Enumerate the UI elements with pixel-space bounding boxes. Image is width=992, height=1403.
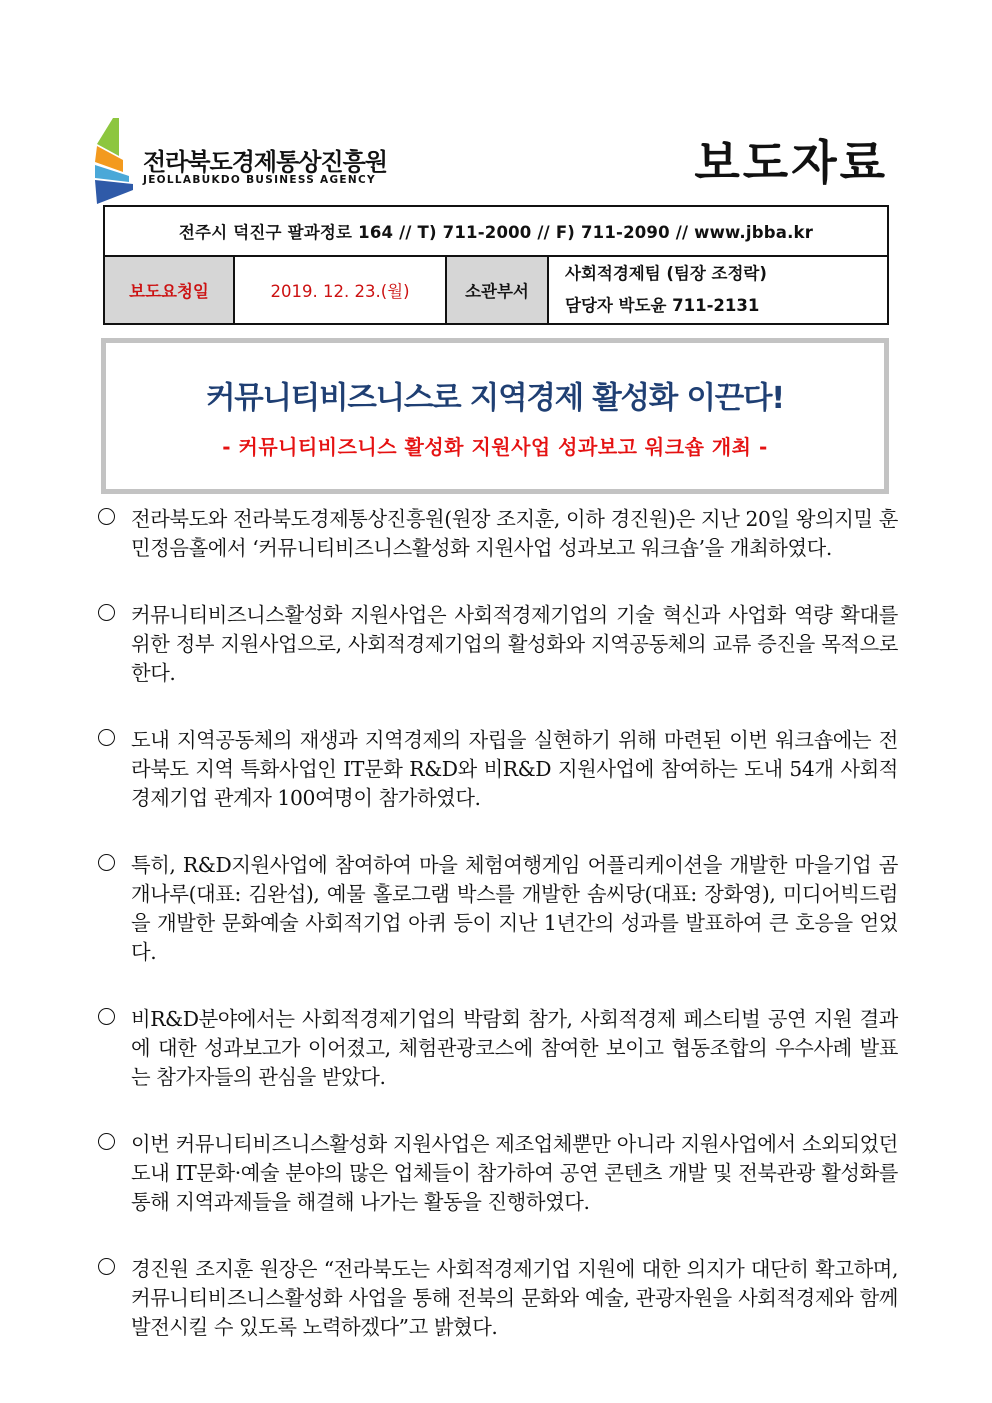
paragraph: 경진원 조지훈 원장은 “전라북도는 사회적경제기업 지원에 대한 의지가 대단히 확고하며, 커뮤니티비즈니스활성화 사업을 통해 전북의 문화와 예술, 관광자원을 사회적경제와 함께 발전시킬 수 있도록 노력하겠다”고 밝혔다. (98, 1255, 898, 1342)
logo-mark-icon (93, 118, 137, 206)
organization-name: 전라북도경제통상진흥원 (143, 148, 388, 176)
document-type-title: 보도자료 (694, 136, 888, 191)
headline-title: 커뮤니티비즈니스로 지역경제 활성화 이끈다! (206, 381, 784, 416)
paragraph: 비R&D분야에서는 사회적경제기업의 박람회 참가, 사회적경제 페스티벌 공연 지원 결과에 대한 성과보고가 이어졌고, 체험관광코스에 참여한 보이고 협동조합의 우수사례 발표는 참가자들의 관심을 받았다. (98, 1005, 898, 1092)
circle-bullet-icon (98, 1008, 115, 1025)
department-team: 사회적경제팀 (팀장 조정락) (565, 264, 767, 283)
paragraph: 특히, R&D지원사업에 참여하여 마을 체험여행게임 어플리케이션을 개발한 마을기업 곰개나루(대표: 김완섭), 예물 홀로그램 박스를 개발한 솜씨당(대표: 장화영), 미디어빅드럼을 개발한 문화예술 사회적기업 아퀴 등이 지난 1년간의 성과를 발표하여 큰 호응을 얻었다. (98, 851, 898, 967)
request-date-value: 2019. 12. 23.(월) (234, 256, 446, 324)
circle-bullet-icon (98, 1133, 115, 1150)
department-info (548, 256, 888, 324)
headline-box (101, 338, 889, 494)
organization-name-english: JEOLLABUKDO BUSINESS AGENCY (143, 174, 376, 186)
article-body (98, 505, 898, 1380)
circle-bullet-icon (98, 854, 115, 871)
department-contact: 담당자 박도윤 711-2131 (565, 296, 760, 315)
organization-logo (93, 118, 393, 206)
contact-address-line: 전주시 덕진구 팔과정로 164 // T) 711-2000 // F) 711-2090 // www.jbba.kr (104, 206, 888, 256)
paragraph: 이번 커뮤니티비즈니스활성화 지원사업은 제조업체뿐만 아니라 지원사업에서 소외되었던 도내 IT문화·예술 분야의 많은 업체들이 참가하여 공연 콘텐츠 개발 및 전북관광 활성화를 통해 지역과제들을 해결해 나가는 활동을 진행하였다. (98, 1130, 898, 1217)
press-info-table (103, 205, 889, 325)
paragraph: 커뮤니티비즈니스활성화 지원사업은 사회적경제기업의 기술 혁신과 사업화 역량 확대를 위한 정부 지원사업으로, 사회적경제기업의 활성화와 지역공동체의 교류 증진을 목적으로 한다. (98, 601, 898, 688)
circle-bullet-icon (98, 1258, 115, 1275)
paragraph: 전라북도와 전라북도경제통상진흥원(원장 조지훈, 이하 경진원)은 지난 20일 왕의지밀 훈민정음홀에서 ‘커뮤니티비즈니스활성화 지원사업 성과보고 워크숍’을 개최하였다. (98, 505, 898, 563)
department-label: 소관부서 (446, 256, 548, 324)
request-date-label: 보도요청일 (104, 256, 234, 324)
circle-bullet-icon (98, 508, 115, 525)
headline-subtitle: - 커뮤니티비즈니스 활성화 지원사업 성과보고 워크숍 개최 - (222, 435, 768, 459)
circle-bullet-icon (98, 729, 115, 746)
paragraph: 도내 지역공동체의 재생과 지역경제의 자립을 실현하기 위해 마련된 이번 워크숍에는 전라북도 지역 특화사업인 IT문화 R&D와 비R&D 지원사업에 참여하는 도내 54개 사회적경제기업 관계자 100여명이 참가하였다. (98, 726, 898, 813)
circle-bullet-icon (98, 604, 115, 621)
